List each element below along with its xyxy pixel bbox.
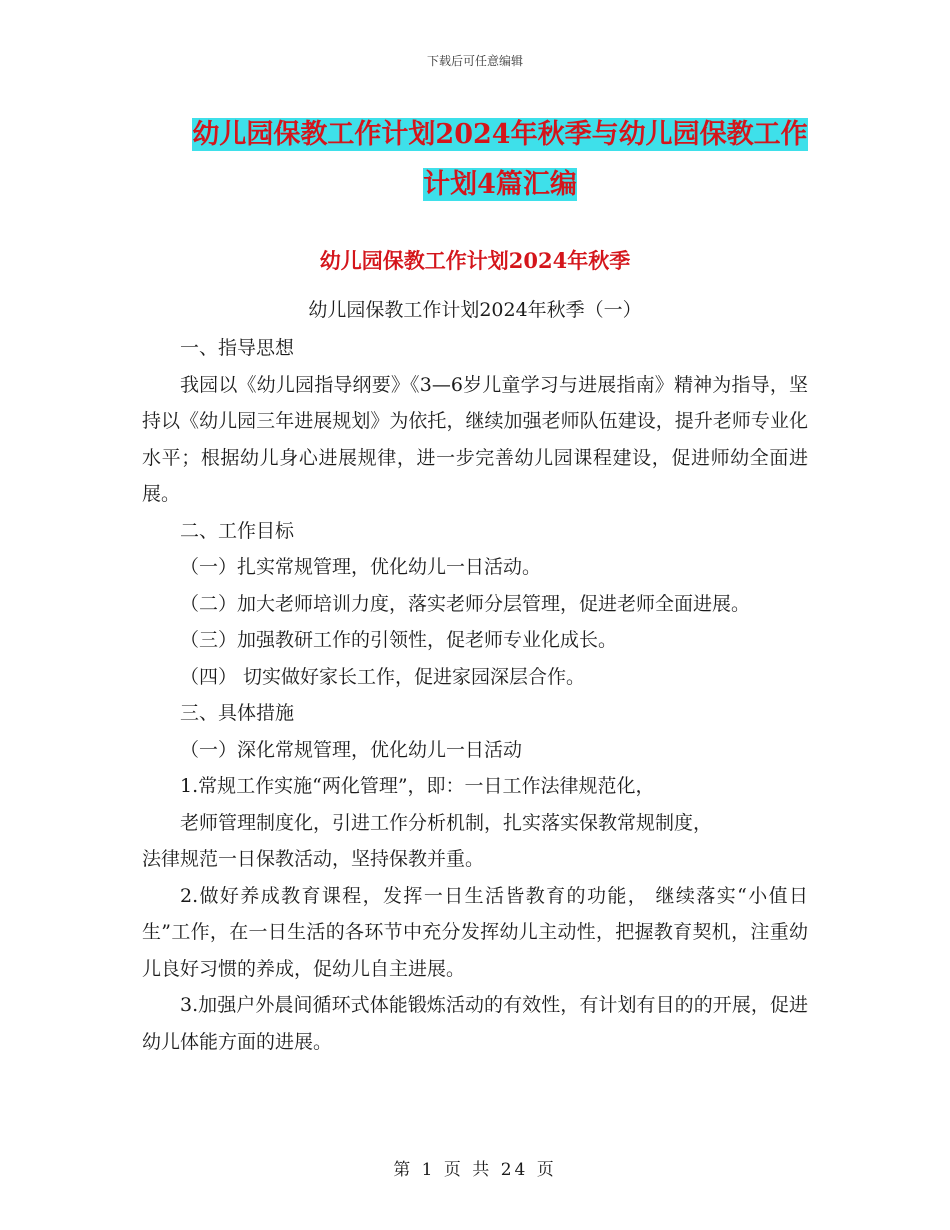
heading-work-goals: 二、工作目标 xyxy=(180,519,295,542)
document-title xyxy=(185,110,815,210)
measure-paragraph-1-line-2: 老师管理制度化，引进工作分析机制，扎实落实保教常规制度， xyxy=(180,811,713,834)
measure-paragraph-2: 2.做好养成教育课程，发挥一日生活皆教育的功能， 继续落实“小值日生”工作，在一日生活的各环节中充分发挥幼儿主动性，把握教育契机，注重幼儿良好习惯的养成，促幼儿自主进展。 xyxy=(142,884,808,980)
page-number: 第 1 页 共 24 页 xyxy=(393,1160,557,1180)
sub-title: 幼儿园保教工作计划2024年秋季（一） xyxy=(308,299,642,321)
section-title: 幼儿园保教工作计划2024年秋季 xyxy=(319,248,631,273)
goal-item-2: （二）加大老师培训力度，落实老师分层管理，促进老师全面进展。 xyxy=(180,592,751,615)
heading-guiding-ideology: 一、指导思想 xyxy=(180,337,295,359)
paragraph-guiding-ideology: 我园以《幼儿园指导纲要》《3—6岁儿童学习与进展指南》精神为指导，坚持以《幼儿园三年进展规划》为依托，继续加强老师队伍建设，提升老师专业化水平；根据幼儿身心进展规律，进一步完善幼儿园课程建设，促进师幼全面进展。 xyxy=(142,373,808,505)
measure-paragraph-1-line-1: 1.常规工作实施“两化管理”，即：一日工作法律规范化， xyxy=(180,775,655,797)
measure-subheading-1: （一）深化常规管理，优化幼儿一日活动 xyxy=(180,738,523,761)
document-body xyxy=(142,330,808,1060)
heading-specific-measures: 三、具体措施 xyxy=(180,702,295,724)
goal-item-4: （四） 切实做好家长工作，促进家园深层合作。 xyxy=(180,665,586,688)
goal-item-1: （一）扎实常规管理，优化幼儿一日活动。 xyxy=(180,556,542,578)
document-title-text: 幼儿园保教工作计划2024年秋季与幼儿园保教工作计划4篇汇编 xyxy=(192,119,808,200)
measure-paragraph-1-line-3: 法律规范一日保教活动，坚持保教并重。 xyxy=(142,848,485,870)
measure-paragraph-3: 3.加强户外晨间循环式体能锻炼活动的有效性，有计划有目的的开展，促进幼儿体能方面的进展。 xyxy=(142,994,808,1053)
page-header: 下载后可任意编辑 xyxy=(426,54,523,68)
goal-item-3: （三）加强教研工作的引领性，促老师专业化成长。 xyxy=(180,629,618,651)
